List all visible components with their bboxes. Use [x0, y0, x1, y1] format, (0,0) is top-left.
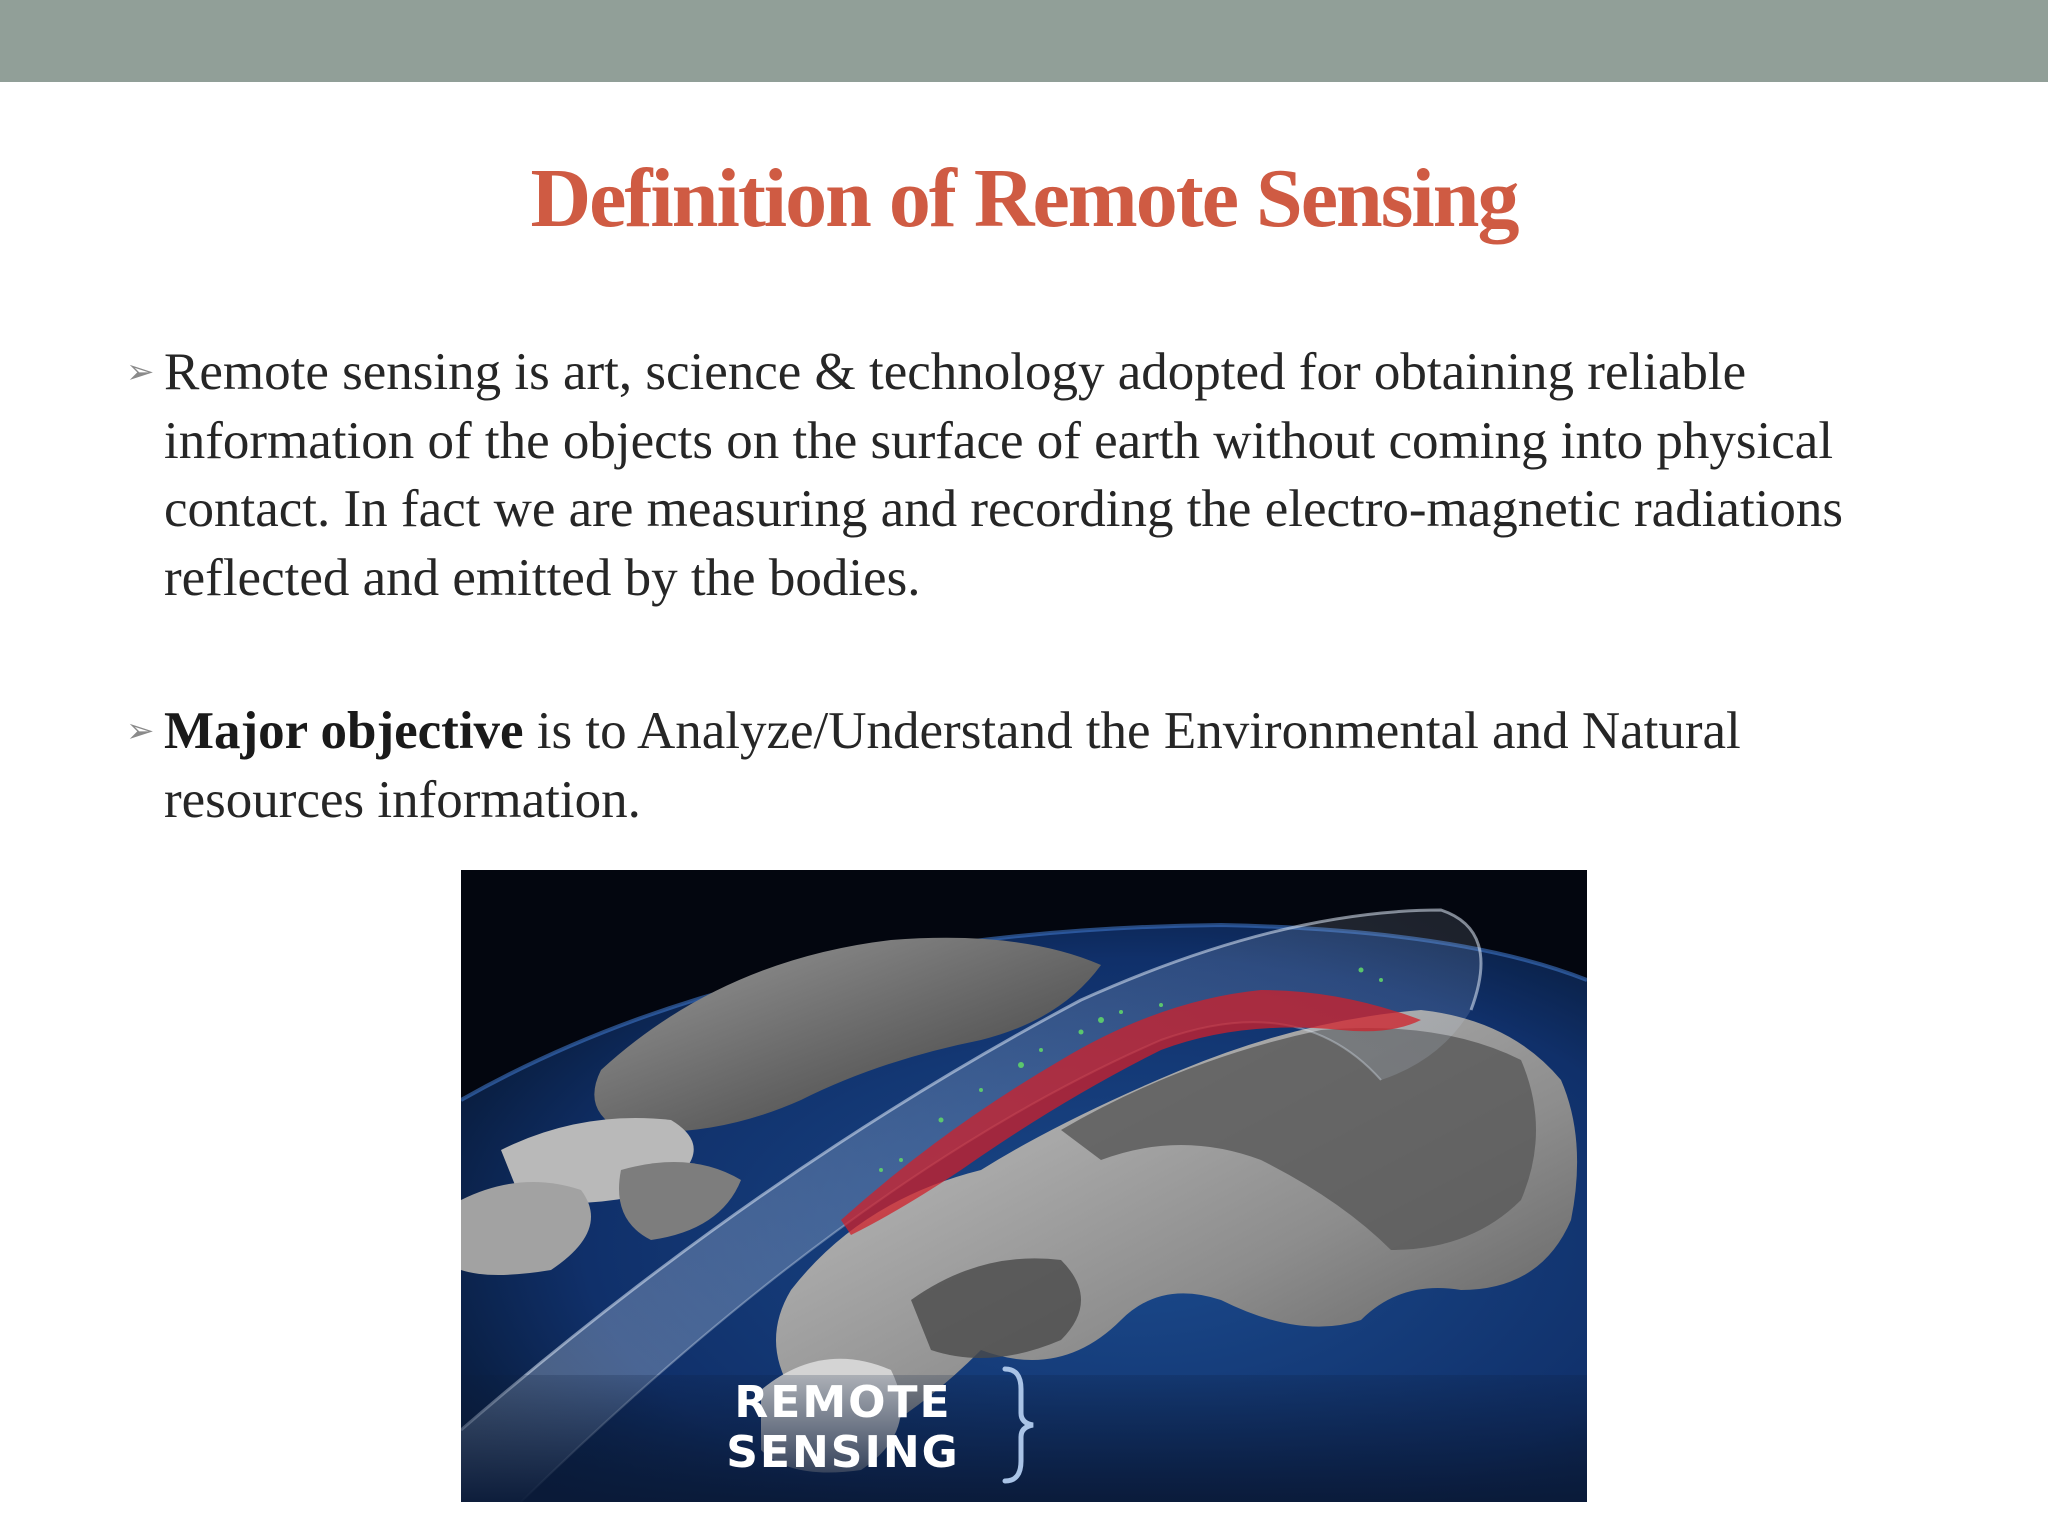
- bullet-list: [126, 338, 1926, 834]
- arrow-bullet-icon: ➢: [126, 352, 155, 392]
- remote-sensing-image: [461, 870, 1587, 1502]
- top-bar: [0, 0, 2048, 82]
- bullet-text: Remote sensing is art, science & technology adopted for obtaining reliable information of the objects on the surface of earth without coming into physical contact. In fact we are measuring and recording the electro-magnetic radiations reflected and emitted by the bodies.: [164, 343, 1844, 607]
- slide-title: Definition of Remote Sensing: [530, 152, 1518, 245]
- bullet-objective: [126, 697, 1926, 834]
- bullet-definition: [126, 338, 1926, 612]
- caption-line-sensing: SENSING: [726, 1427, 960, 1478]
- arrow-bullet-icon: ➢: [126, 711, 155, 751]
- image-caption: [713, 1378, 973, 1478]
- caption-line-remote: REMOTE: [734, 1377, 952, 1428]
- curly-brace-icon: [999, 1365, 1039, 1485]
- bullet-bold-text: Major objective: [164, 702, 524, 760]
- bullet-text: is to Analyze/Understand the Environmental and Natural resources information.: [164, 702, 1741, 829]
